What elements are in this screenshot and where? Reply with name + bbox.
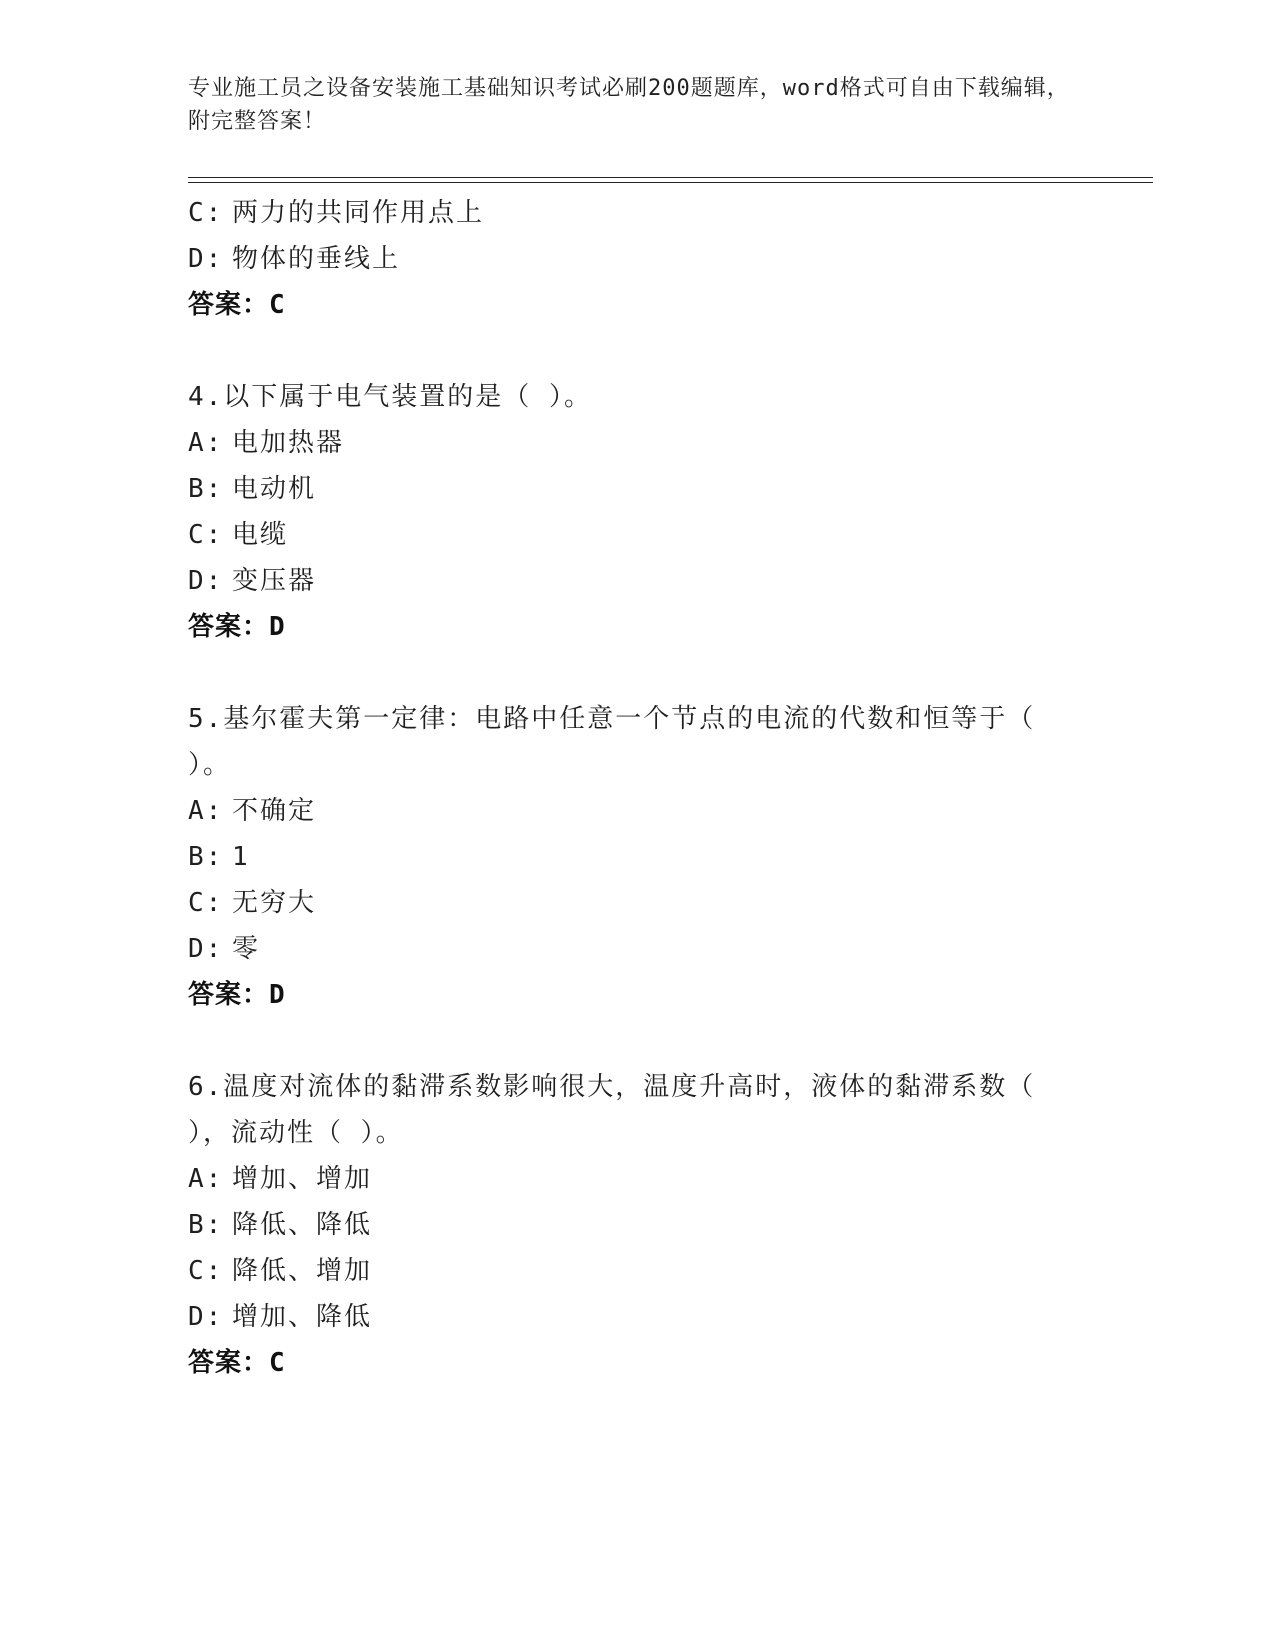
option-text: 变压器 [232, 566, 317, 596]
option-label: C: [188, 198, 224, 228]
option-d [188, 926, 1078, 972]
option-a [188, 1156, 1078, 1202]
option-text: 电动机 [232, 474, 317, 504]
option-label: B: [188, 474, 224, 504]
question-stem: 4.以下属于电气装置的是（ ）。 [188, 382, 592, 412]
question-stem: 6.温度对流体的黏滞系数影响很大，温度升高时，液体的黏滞系数（ ），流动性（ ）。 [188, 1072, 1036, 1148]
option-c [188, 512, 1078, 558]
option-a [188, 420, 1078, 466]
option-d [188, 236, 1078, 282]
option-text: 零 [232, 934, 261, 964]
header-divider-top [188, 177, 1153, 178]
option-label: C: [188, 520, 224, 550]
question-list [188, 190, 1078, 1386]
option-b [188, 1202, 1078, 1248]
option-text: 物体的垂线上 [232, 244, 401, 274]
option-b [188, 466, 1078, 512]
option-label: A: [188, 796, 224, 826]
option-label: A: [188, 1164, 224, 1194]
option-label: D: [188, 934, 224, 964]
spacer [188, 1018, 1078, 1064]
answer: 答案：D [188, 612, 286, 642]
option-label: D: [188, 1302, 224, 1332]
option-d [188, 1294, 1078, 1340]
question-5 [188, 696, 1078, 1018]
option-c [188, 190, 1078, 236]
header-divider-bottom [188, 182, 1153, 183]
option-c [188, 880, 1078, 926]
option-d [188, 558, 1078, 604]
answer: 答案：C [188, 1348, 286, 1378]
option-label: B: [188, 1210, 224, 1240]
option-text: 两力的共同作用点上 [232, 198, 485, 228]
document-header: 专业施工员之设备安装施工基础知识考试必刷200题题库，word格式可自由下载编辑，附完整答案！ [188, 76, 1070, 134]
question-3 [188, 190, 1078, 328]
answer: 答案：C [188, 290, 286, 320]
option-label: D: [188, 244, 224, 274]
option-text: 无穷大 [232, 888, 317, 918]
option-text: 不确定 [232, 796, 317, 826]
option-text: 1 [232, 842, 250, 872]
question-4 [188, 374, 1078, 650]
option-text: 电缆 [232, 520, 289, 550]
option-b [188, 834, 1078, 880]
option-text: 增加、增加 [232, 1164, 373, 1194]
question-6 [188, 1064, 1078, 1386]
option-label: B: [188, 842, 224, 872]
answer: 答案：D [188, 980, 286, 1010]
option-a [188, 788, 1078, 834]
option-text: 电加热器 [232, 428, 345, 458]
option-label: A: [188, 428, 224, 458]
question-stem: 5.基尔霍夫第一定律：电路中任意一个节点的电流的代数和恒等于（ ）。 [188, 704, 1036, 780]
option-label: C: [188, 1256, 224, 1286]
spacer [188, 650, 1078, 696]
option-text: 增加、降低 [232, 1302, 373, 1332]
option-text: 降低、增加 [232, 1256, 373, 1286]
option-c [188, 1248, 1078, 1294]
spacer [188, 328, 1078, 374]
option-label: D: [188, 566, 224, 596]
option-text: 降低、降低 [232, 1210, 373, 1240]
option-label: C: [188, 888, 224, 918]
